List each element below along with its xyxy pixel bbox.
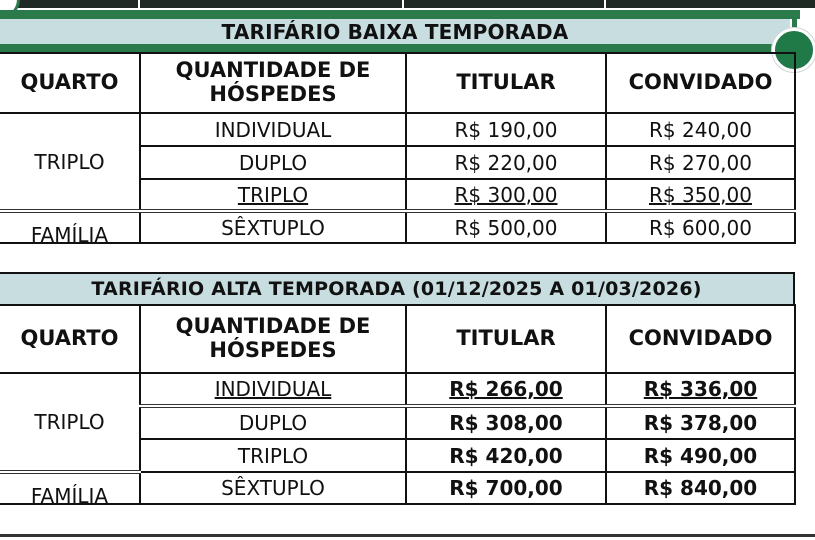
cell-titular: R$ 190,00 (406, 113, 606, 146)
cell-quarto-text: FAMÍLIA (30, 483, 109, 504)
cell-convidado: R$ 270,00 (606, 146, 795, 179)
cell-titular: R$ 308,00 (406, 406, 606, 439)
cell-hospedes: DUPLO (140, 146, 406, 179)
cell-quarto: TRIPLO (0, 113, 140, 211)
header-quantidade: QUANTIDADE DE HÓSPEDES (140, 53, 406, 113)
cell-convidado-text: R$ 350,00 (649, 182, 752, 207)
header-quarto: QUARTO (0, 305, 140, 373)
table-row (0, 113, 795, 146)
header-titular: TITULAR (406, 305, 606, 373)
cell-titular: R$ 700,00 (406, 472, 606, 504)
cell-convidado: R$ 490,00 (606, 439, 795, 472)
cell-hospedes (140, 179, 406, 211)
bottom-divider (0, 534, 815, 537)
cell-hospedes: TRIPLO (140, 439, 406, 472)
top-strip (0, 0, 815, 8)
cell-hospedes: DUPLO (140, 406, 406, 439)
cell-convidado-text: R$ 336,00 (643, 377, 758, 401)
cell-titular: R$ 500,00 (406, 211, 606, 243)
cell-titular-text: R$ 300,00 (454, 182, 558, 207)
cell-convidado: R$ 840,00 (606, 472, 795, 504)
cell-convidado: R$ 600,00 (606, 211, 795, 243)
header-quantidade: QUANTIDADE DE HÓSPEDES (140, 305, 406, 373)
table-header-row (0, 53, 795, 113)
green-frame-bar (0, 10, 800, 19)
cell-titular: R$ 420,00 (406, 439, 606, 472)
cell-hospedes-text: INDIVIDUAL (214, 377, 332, 401)
cell-hospedes (140, 373, 406, 406)
cell-titular (406, 179, 606, 211)
cell-quarto (0, 211, 140, 243)
cell-hospedes-text: TRIPLO (237, 182, 309, 207)
cell-titular: R$ 220,00 (406, 146, 606, 179)
cell-hospedes: INDIVIDUAL (140, 113, 406, 146)
header-titular: TITULAR (406, 53, 606, 113)
cell-convidado: R$ 378,00 (606, 406, 795, 439)
table-baixa-temporada (0, 52, 796, 244)
cell-hospedes: SÊXTUPLO (140, 211, 406, 243)
cell-titular (406, 373, 606, 406)
header-convidado: CONVIDADO (606, 305, 795, 373)
header-convidado: CONVIDADO (606, 53, 795, 113)
cell-convidado (606, 179, 795, 211)
cell-titular-text: R$ 266,00 (449, 377, 563, 401)
header-quarto: QUARTO (0, 53, 140, 113)
title-text: TARIFÁRIO BAIXA TEMPORADA (221, 19, 569, 44)
cell-quarto: TRIPLO (0, 373, 140, 472)
table-row (0, 211, 795, 243)
green-frame-bar (0, 44, 778, 52)
cell-quarto (0, 472, 140, 504)
table-row (0, 472, 795, 504)
cell-convidado (606, 373, 795, 406)
cell-quarto-text: FAMÍLIA (30, 222, 109, 243)
cell-convidado: R$ 240,00 (606, 113, 795, 146)
table-header-row (0, 305, 795, 373)
table-alta-temporada (0, 304, 796, 505)
table-title-baixa (0, 19, 790, 44)
title-text: TARIFÁRIO ALTA TEMPORADA (01/12/2025 A 01/03/2026) (91, 278, 702, 300)
table-row (0, 373, 795, 406)
table-title-alta (0, 272, 795, 306)
cell-hospedes: SÊXTUPLO (140, 472, 406, 504)
